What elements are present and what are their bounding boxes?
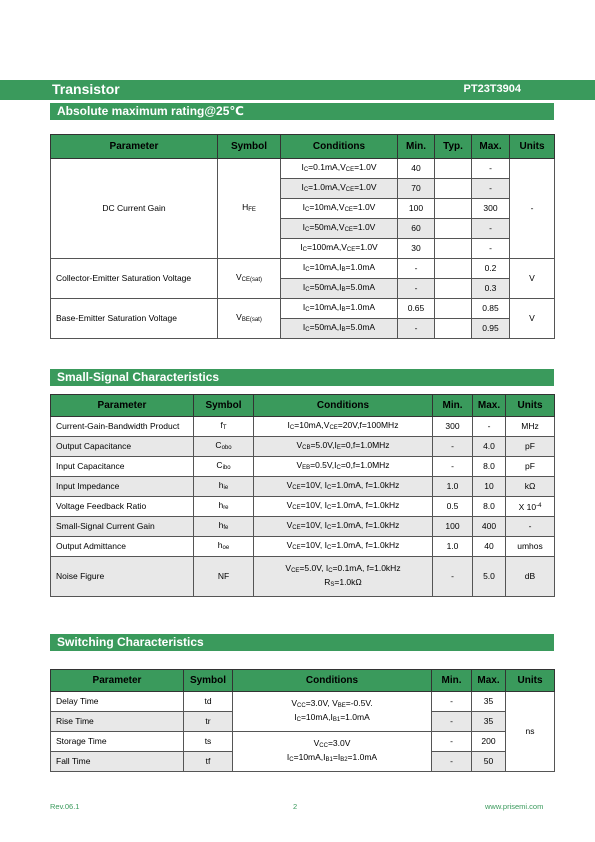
parameter-cell: DC Current Gain	[51, 159, 218, 259]
min-cell: -	[432, 692, 472, 712]
absolute-max-table	[50, 134, 555, 339]
max-cell: 0.2	[472, 259, 510, 279]
col-header: Parameter	[51, 670, 184, 692]
max-cell: -	[472, 239, 510, 259]
parameter-cell: Delay Time	[51, 692, 184, 712]
max-cell: 4.0	[473, 437, 506, 457]
table-row	[51, 537, 555, 557]
units-cell: -	[510, 159, 555, 259]
min-cell: 1.0	[433, 537, 473, 557]
table-row	[51, 732, 555, 752]
units-cell: -	[506, 517, 555, 537]
symbol-cell: $h_{re}$	[194, 497, 254, 517]
min-cell: -	[398, 279, 435, 299]
units-cell: kΩ	[506, 477, 555, 497]
page-title: Transistor	[52, 81, 120, 97]
max-cell: 0.85	[472, 299, 510, 319]
footer-revision: Rev.06.1	[50, 802, 80, 811]
conditions-cell: $I_C=1.0mA,V_{CE}=1.0V$	[281, 179, 398, 199]
col-header: Units	[506, 670, 555, 692]
table-row	[51, 457, 555, 477]
max-cell: -	[472, 159, 510, 179]
symbol-cell: NF	[194, 557, 254, 597]
col-header: Min.	[432, 670, 472, 692]
max-cell: 5.0	[473, 557, 506, 597]
max-cell: 0.3	[472, 279, 510, 299]
parameter-cell: Base-Emitter Saturation Voltage	[51, 299, 218, 339]
parameter-cell: Output Capacitance	[51, 437, 194, 457]
col-header: Units	[506, 395, 555, 417]
min-cell: 1.0	[433, 477, 473, 497]
conditions-cell: $V_{EB}=0.5V,I_C=0,f=1.0MHz$	[254, 457, 433, 477]
table-row	[51, 437, 555, 457]
min-cell: -	[432, 752, 472, 772]
typ-cell	[435, 179, 472, 199]
conditions-cell: $I_C=10mA,V_{CE}=20V,f=100MHz$	[254, 417, 433, 437]
conditions-cell: $V_{CE}=10V$, $I_C=1.0mA$, f=1.0kHz	[254, 517, 433, 537]
footer-website-link[interactable]: www.prisemi.com	[485, 802, 544, 811]
col-header: Symbol	[184, 670, 233, 692]
symbol-cell: $h_{oe}$	[194, 537, 254, 557]
typ-cell	[435, 219, 472, 239]
max-cell: 0.95	[472, 319, 510, 339]
table-row	[51, 477, 555, 497]
min-cell: -	[433, 557, 473, 597]
table-row	[51, 517, 555, 537]
conditions-cell: $V_{CE}=5.0V$, $I_C=0.1mA$, f=1.0kHz $R_S=1.0k\Omega$	[254, 557, 433, 597]
conditions-cell: $V_{CC}=3.0V$ $I_C=10mA,I_{B1}=I_{B2}=1.0mA$	[233, 732, 432, 772]
units-cell: V	[510, 299, 555, 339]
min-cell: -	[433, 457, 473, 477]
conditions-cell: $I_C=10mA,I_B=1.0mA$	[281, 299, 398, 319]
min-cell: 100	[398, 199, 435, 219]
parameter-cell: Storage Time	[51, 732, 184, 752]
conditions-cell: $V_{CB}=5.0V,I_E=0,f=1.0MHz$	[254, 437, 433, 457]
typ-cell	[435, 199, 472, 219]
min-cell: 300	[433, 417, 473, 437]
parameter-cell: Rise Time	[51, 712, 184, 732]
section-switching: Switching Characteristics	[50, 634, 554, 651]
min-cell: 100	[433, 517, 473, 537]
max-cell: 10	[473, 477, 506, 497]
conditions-cell: $I_C=50mA,V_{CE}=1.0V$	[281, 219, 398, 239]
col-header: Min.	[433, 395, 473, 417]
min-cell: -	[433, 437, 473, 457]
units-cell: dB	[506, 557, 555, 597]
typ-cell	[435, 299, 472, 319]
parameter-cell: Small-Signal Current Gain	[51, 517, 194, 537]
conditions-cell: $I_C=10mA,I_B=1.0mA$	[281, 259, 398, 279]
min-cell: 60	[398, 219, 435, 239]
parameter-cell: Output Admittance	[51, 537, 194, 557]
parameter-cell: Fall Time	[51, 752, 184, 772]
typ-cell	[435, 159, 472, 179]
units-cell: MHz	[506, 417, 555, 437]
conditions-cell: $V_{CE}=10V$, $I_C=1.0mA$, f=1.0kHz	[254, 497, 433, 517]
parameter-cell: Current-Gain-Bandwidth Product	[51, 417, 194, 437]
units-cell: pF	[506, 457, 555, 477]
col-header: Units	[510, 135, 555, 159]
table-row	[51, 299, 555, 319]
col-header: Max.	[472, 135, 510, 159]
col-header: Symbol	[218, 135, 281, 159]
min-cell: -	[432, 732, 472, 752]
conditions-cell: $V_{CE}=10V$, $I_C=1.0mA$, f=1.0kHz	[254, 537, 433, 557]
symbol-cell: $f_T$	[194, 417, 254, 437]
conditions-cell: $I_C=10mA,V_{CE}=1.0V$	[281, 199, 398, 219]
min-cell: 30	[398, 239, 435, 259]
max-cell: -	[472, 219, 510, 239]
col-header: Parameter	[51, 395, 194, 417]
min-cell: 0.5	[433, 497, 473, 517]
max-cell: 40	[473, 537, 506, 557]
symbol-cell: tf	[184, 752, 233, 772]
symbol-cell: $H_{FE}$	[218, 159, 281, 259]
min-cell: -	[398, 319, 435, 339]
conditions-cell: $V_{CE}=10V$, $I_C=1.0mA$, f=1.0kHz	[254, 477, 433, 497]
symbol-cell: $C_{ibo}$	[194, 457, 254, 477]
section-absolute-max: Absolute maximum rating@25℃	[50, 103, 554, 120]
table-row	[51, 159, 555, 179]
typ-cell	[435, 239, 472, 259]
symbol-cell: td	[184, 692, 233, 712]
symbol-cell: $h_{fe}$	[194, 517, 254, 537]
conditions-cell: $I_C=100mA,V_{CE}=1.0V$	[281, 239, 398, 259]
parameter-cell: Input Capacitance	[51, 457, 194, 477]
col-header: Conditions	[254, 395, 433, 417]
col-header: Min.	[398, 135, 435, 159]
max-cell: 400	[473, 517, 506, 537]
max-cell: -	[473, 417, 506, 437]
min-cell: 70	[398, 179, 435, 199]
units-cell: V	[510, 259, 555, 299]
units-cell: ns	[506, 692, 555, 772]
col-header: Conditions	[281, 135, 398, 159]
units-cell: X $10^{-4}$	[506, 497, 555, 517]
col-header: Max.	[473, 395, 506, 417]
conditions-cell: $I_C=0.1mA,V_{CE}=1.0V$	[281, 159, 398, 179]
symbol-cell: $h_{ie}$	[194, 477, 254, 497]
section-small-signal: Small-Signal Characteristics	[50, 369, 554, 386]
symbol-cell: ts	[184, 732, 233, 752]
max-cell: 35	[472, 692, 506, 712]
switching-table	[50, 669, 555, 772]
min-cell: -	[398, 259, 435, 279]
col-header: Typ.	[435, 135, 472, 159]
conditions-cell: $I_C=50mA,I_B=5.0mA$	[281, 319, 398, 339]
min-cell: -	[432, 712, 472, 732]
symbol-cell: $C_{obo}$	[194, 437, 254, 457]
units-cell: umhos	[506, 537, 555, 557]
symbol-cell: $V_{CE(sat)}$	[218, 259, 281, 299]
parameter-cell: Input Impedance	[51, 477, 194, 497]
max-cell: 35	[472, 712, 506, 732]
typ-cell	[435, 279, 472, 299]
col-header: Conditions	[233, 670, 432, 692]
page-header	[0, 80, 595, 100]
table-row	[51, 259, 555, 279]
parameter-cell: Voltage Feedback Ratio	[51, 497, 194, 517]
max-cell: 300	[472, 199, 510, 219]
col-header: Parameter	[51, 135, 218, 159]
col-header: Symbol	[194, 395, 254, 417]
part-number: PT23T3904	[463, 83, 521, 95]
min-cell: 40	[398, 159, 435, 179]
conditions-cell: $I_C=50mA,I_B=5.0mA$	[281, 279, 398, 299]
table-row	[51, 692, 555, 712]
min-cell: 0.65	[398, 299, 435, 319]
symbol-cell: tr	[184, 712, 233, 732]
col-header: Max.	[472, 670, 506, 692]
max-cell: 200	[472, 732, 506, 752]
typ-cell	[435, 319, 472, 339]
typ-cell	[435, 259, 472, 279]
parameter-cell: Noise Figure	[51, 557, 194, 597]
parameter-cell: Collector-Emitter Saturation Voltage	[51, 259, 218, 299]
footer-page-number: 2	[293, 802, 298, 811]
conditions-cell: $V_{CC}=3.0V$, $V_{BE}=-0.5V$. $I_C=10mA,I_{B1}=1.0mA$	[233, 692, 432, 732]
table-row	[51, 497, 555, 517]
small-signal-table	[50, 394, 555, 597]
max-cell: 8.0	[473, 497, 506, 517]
symbol-cell: $V_{BE(sat)}$	[218, 299, 281, 339]
max-cell: 50	[472, 752, 506, 772]
table-row	[51, 417, 555, 437]
table-row	[51, 557, 555, 597]
max-cell: 8.0	[473, 457, 506, 477]
max-cell: -	[472, 179, 510, 199]
units-cell: pF	[506, 437, 555, 457]
